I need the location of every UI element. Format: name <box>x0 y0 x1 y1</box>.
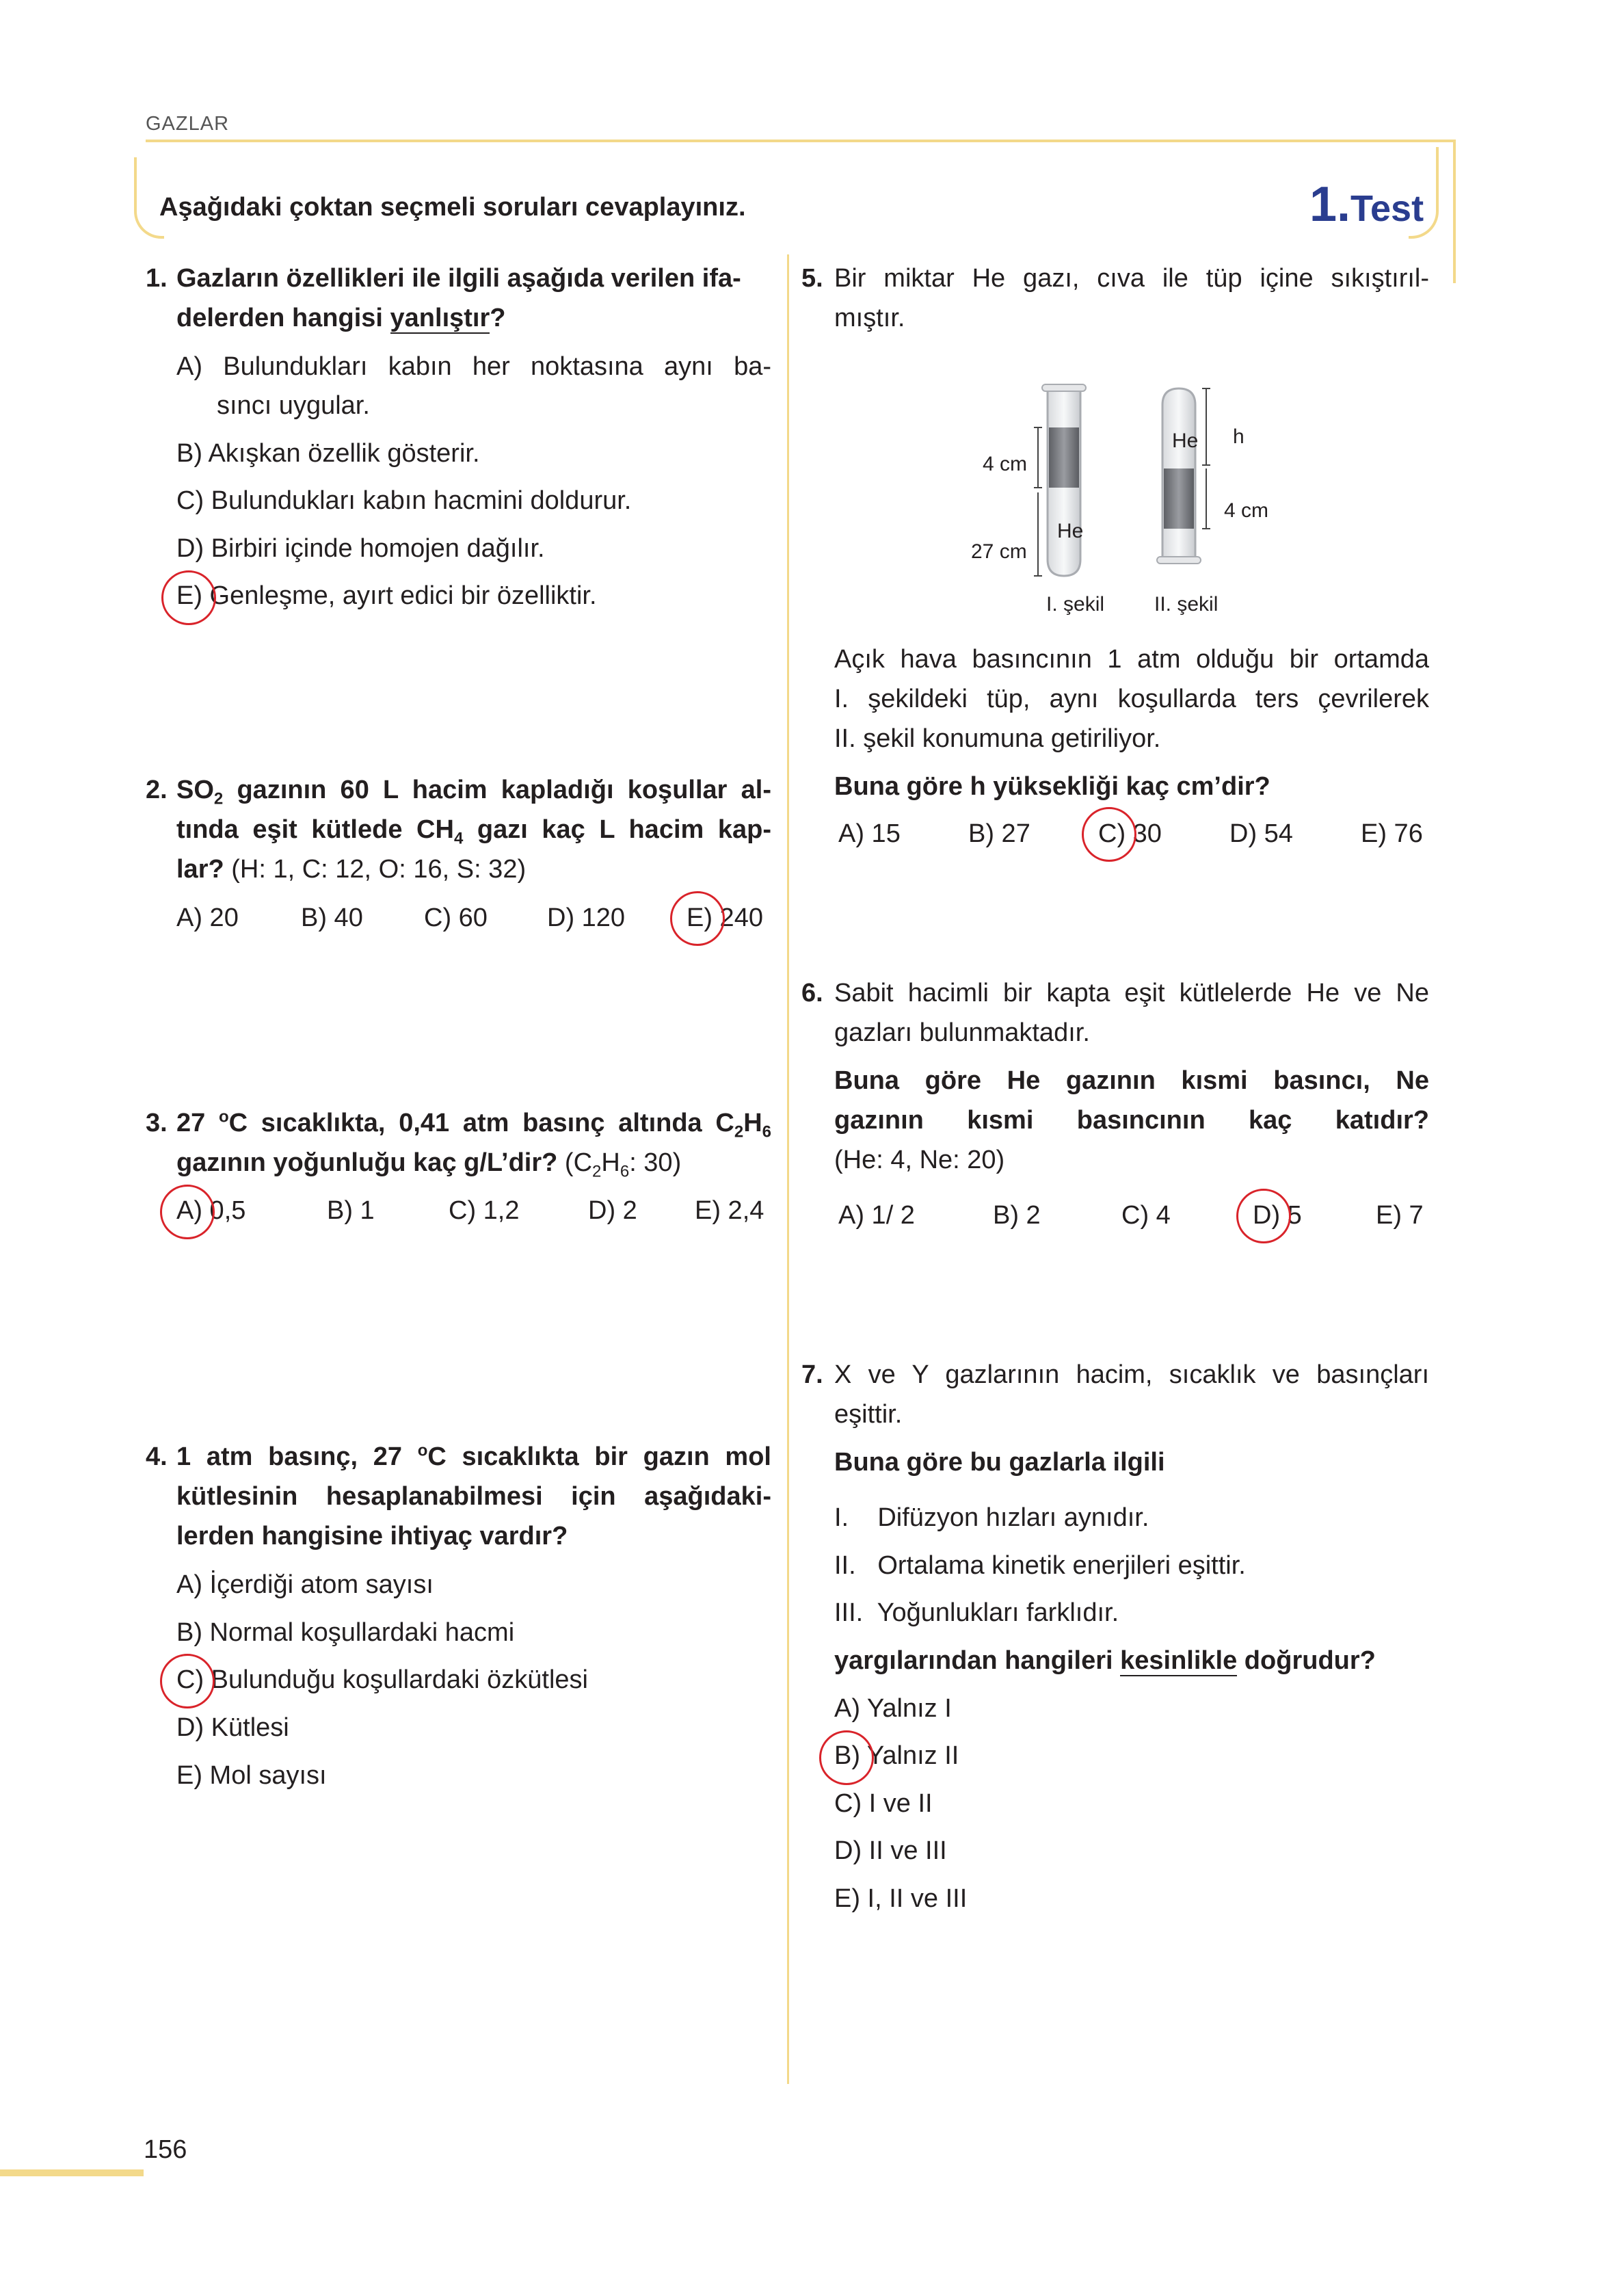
option-b: B) Akışkan özellik gösterir. <box>176 439 480 468</box>
dim-label-h: h <box>1233 425 1244 448</box>
stem-text: tında eşit kütlede CH <box>176 815 454 844</box>
question-number: 5. <box>801 264 823 293</box>
question-number: 4. <box>146 1442 168 1471</box>
question-prompt: Buna göre He gazının kısmi basıncı, Ne <box>834 1066 1429 1095</box>
section-label: GAZLAR <box>146 113 230 135</box>
statement-2: II. Ortalama kinetik enerjileri eşittir. <box>834 1551 1246 1580</box>
option-c: C) I ve II <box>834 1789 933 1818</box>
body-text: Açık hava basıncının 1 atm olduğu bir ortamda <box>834 645 1429 674</box>
stem-text: H <box>601 1148 620 1177</box>
option-d: D) 120 <box>547 903 626 932</box>
question-body <box>834 639 1429 806</box>
question-number: 7. <box>801 1360 823 1389</box>
question-number: 1. <box>146 264 168 293</box>
question-number: 3. <box>146 1109 168 1137</box>
option-c: C) Bulundukları kabın hacmini doldurur. <box>176 486 632 515</box>
gas-label-he: He <box>1057 520 1084 542</box>
option-e: E) Genleşme, ayırt edici bir özelliktir. <box>176 581 597 610</box>
tube-2 <box>1157 388 1210 564</box>
option-a: A) 20 <box>176 903 239 932</box>
stem-text: Sabit hacimli bir kapta eşit kütlelerde He ve Ne <box>834 979 1429 1007</box>
option-a: A) 0,5 <box>176 1196 246 1225</box>
stem-text: gazı kaç L hacim kap- <box>463 815 772 844</box>
prompt-emphasis: kesinlikle <box>1120 1646 1238 1675</box>
question-stem <box>834 1355 1429 1482</box>
option-b: B) 27 <box>968 819 1030 848</box>
stem-text: C sıcaklıkta, 0,41 atm basınç altında C <box>228 1109 734 1137</box>
option-b: B) 2 <box>993 1201 1041 1230</box>
body-text: II. şekil konumuna getiriliyor. <box>834 724 1161 753</box>
option-b: B) 40 <box>301 903 363 932</box>
answer-circle <box>160 1185 215 1239</box>
stem-text: lar? <box>176 855 224 884</box>
figure-caption-1: I. şekil <box>1046 593 1105 616</box>
stem-end: ? <box>490 304 506 332</box>
option-d: D) Birbiri içinde homojen dağılır. <box>176 534 545 563</box>
stem-text: X ve Y gazlarının hacim, sıcaklık ve basınçları <box>834 1360 1429 1389</box>
footer-bar <box>0 2169 144 2176</box>
option-d: D) Kütlesi <box>176 1713 289 1742</box>
subscript: 6 <box>620 1162 630 1181</box>
option-d: D) 54 <box>1229 819 1293 848</box>
stem-text: gazının 60 L hacim kapladığı koşullar al- <box>223 776 771 804</box>
option-d: D) 2 <box>588 1196 637 1225</box>
option-c: C) 30 <box>1098 819 1162 848</box>
stem-text: : 30) <box>629 1148 682 1177</box>
question-stem <box>176 1437 771 1556</box>
option-b: B) Normal koşullardaki hacmi <box>176 1618 515 1647</box>
degree-mark: o <box>417 1441 428 1460</box>
prompt-text: doğrudur? <box>1237 1646 1376 1675</box>
question-stem <box>176 259 771 338</box>
dim-label-27cm: 27 cm <box>971 540 1027 563</box>
option-a-cont: sıncı uygular. <box>217 391 370 420</box>
gas-label-he: He <box>1172 430 1199 452</box>
stem-text: SO <box>176 776 214 804</box>
subscript: 6 <box>762 1122 772 1141</box>
page-number: 156 <box>144 2135 187 2164</box>
body-text: I. şekildeki tüp, aynı koşullarda ters çevrilerek <box>834 685 1429 713</box>
stem-line: Gazların özellikleri ile ilgili aşağıda verilen ifa- <box>176 264 741 293</box>
stem-text: H <box>743 1109 762 1137</box>
stem-line: delerden hangisi <box>176 304 390 332</box>
stem-text: gazının yoğunluğu kaç g/L’dir? <box>176 1148 558 1177</box>
option-a: A) 15 <box>838 819 901 848</box>
prompt-text: yargılarından hangileri <box>834 1646 1121 1675</box>
option-a: A) 1/ 2 <box>838 1201 915 1230</box>
question-number: 6. <box>801 979 823 1007</box>
question-stem <box>176 1103 771 1183</box>
stem-text: lerden hangisine ihtiyaç vardır? <box>176 1522 568 1550</box>
answer-circle <box>160 1654 215 1708</box>
stem-text: (C <box>557 1148 593 1177</box>
option-d: D) 5 <box>1253 1201 1302 1230</box>
degree-mark: o <box>218 1107 229 1126</box>
question-stem <box>834 973 1429 1180</box>
question-lead: Buna göre bu gazlarla ilgili <box>834 1448 1165 1477</box>
option-e: E) 76 <box>1361 819 1423 848</box>
dim-label-4cm: 4 cm <box>1224 499 1269 522</box>
stem-text: gazları bulunmaktadır. <box>834 1018 1090 1047</box>
subscript: 4 <box>453 829 464 848</box>
answer-circle <box>819 1730 874 1785</box>
figure-caption-2: II. şekil <box>1154 593 1219 616</box>
option-e: E) 2,4 <box>695 1196 764 1225</box>
stem-text: kütlesinin hesaplanabilmesi için aşağıdaki- <box>176 1482 771 1511</box>
option-e: E) Mol sayısı <box>176 1761 327 1790</box>
subscript: 2 <box>734 1122 744 1141</box>
right-rule <box>1453 140 1456 283</box>
option-a: A) Yalnız I <box>834 1694 952 1723</box>
option-c: C) 1,2 <box>449 1196 520 1225</box>
dim-label-4cm: 4 cm <box>983 453 1028 475</box>
question-prompt: Buna göre h yüksekliği kaç cm’dir? <box>834 772 1270 801</box>
atomic-masses: (He: 4, Ne: 20) <box>834 1146 1005 1174</box>
question-number: 2. <box>146 776 168 804</box>
option-d: D) II ve III <box>834 1836 947 1865</box>
statement-3: III. Yoğunlukları farklıdır. <box>834 1598 1119 1627</box>
top-rule <box>146 140 1456 142</box>
question-prompt <box>834 1641 1376 1680</box>
stem-emphasis: yanlıştır <box>390 304 490 332</box>
answer-circle <box>161 570 216 625</box>
question-stem <box>834 259 1429 338</box>
atomic-masses: (H: 1, C: 12, O: 16, S: 32) <box>224 855 527 884</box>
option-b: B) 1 <box>327 1196 375 1225</box>
answer-circle <box>1236 1189 1291 1243</box>
subscript: 2 <box>213 789 224 808</box>
tube-figure <box>971 383 1258 616</box>
option-c: C) 4 <box>1121 1201 1171 1230</box>
stem-text: Bir miktar He gazı, cıva ile tüp içine sıkıştırıl- <box>834 264 1429 293</box>
answer-circle <box>1082 807 1136 862</box>
instruction-text: Aşağıdaki çoktan seçmeli soruları cevaplayınız. <box>159 193 746 222</box>
answer-circle <box>670 891 725 946</box>
question-stem <box>176 770 771 889</box>
option-b: B) Yalnız II <box>834 1741 959 1770</box>
option-c: C) Bulunduğu koşullardaki özkütlesi <box>176 1665 588 1694</box>
option-a: A) Bulundukları kabın her noktasına aynı ba- <box>176 352 771 381</box>
stem-text: C sıcaklıkta bir gazın mol <box>427 1442 771 1471</box>
stem-text: eşittir. <box>834 1400 903 1429</box>
question-prompt: gazının kısmi basıncının kaç katıdır? <box>834 1106 1429 1135</box>
stem-text: mıştır. <box>834 304 905 332</box>
option-e: E) 7 <box>1376 1201 1424 1230</box>
stem-text: 1 atm basınç, 27 <box>176 1442 418 1471</box>
column-divider <box>787 254 789 2084</box>
option-c: C) 60 <box>424 903 488 932</box>
option-e: E) I, II ve III <box>834 1884 968 1913</box>
option-e: E) 240 <box>687 903 763 932</box>
option-a: A) İçerdiği atom sayısı <box>176 1570 434 1599</box>
subscript: 2 <box>592 1162 602 1181</box>
test-number: 1. <box>1309 177 1351 232</box>
test-title <box>1309 176 1424 233</box>
stem-text: 27 <box>176 1109 219 1137</box>
statement-1: I. Difüzyon hızları aynıdır. <box>834 1503 1149 1532</box>
test-word: Test <box>1350 188 1424 229</box>
